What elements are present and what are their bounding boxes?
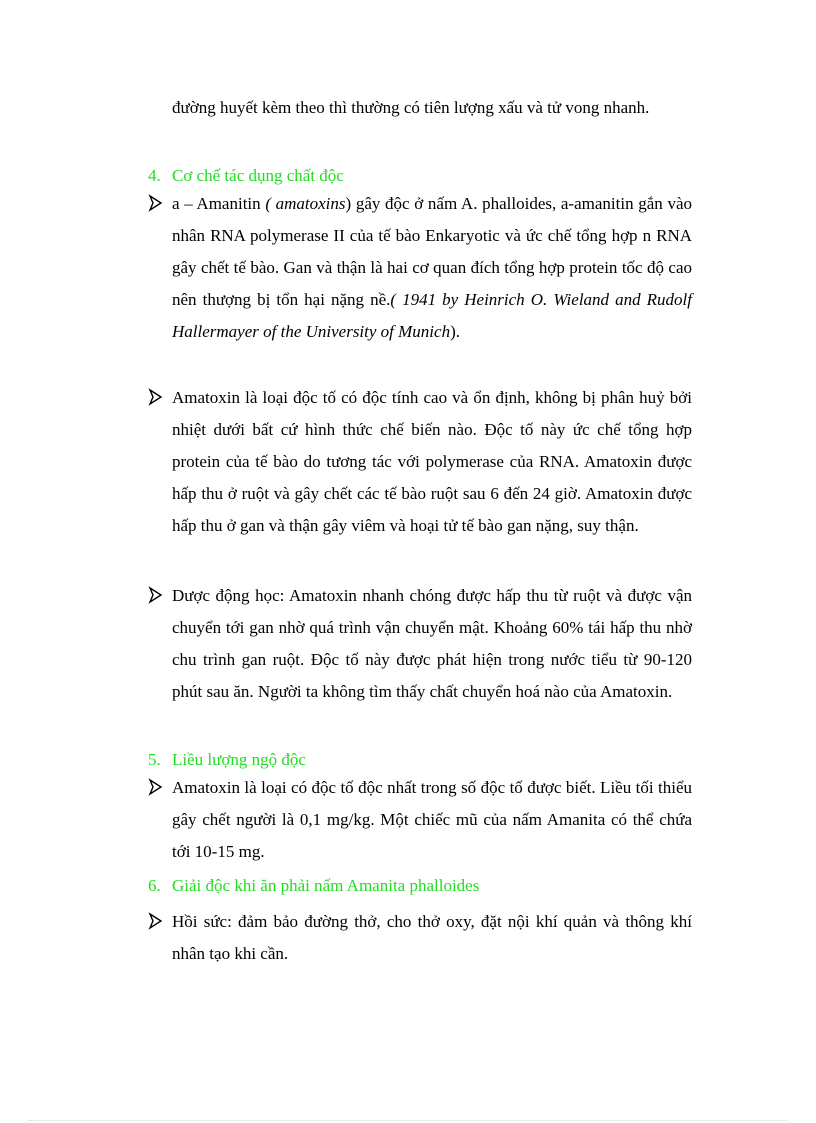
- arrow-bullet-icon: [148, 586, 164, 604]
- heading-number: 4.: [148, 166, 161, 185]
- text-run: ).: [450, 322, 460, 341]
- bullet-text: [172, 188, 692, 348]
- page-divider: [28, 1120, 788, 1122]
- bullet-text: Hồi sức: đảm bảo đường thở, cho thở oxy, đặt nội khí quản và thông khí nhân tạo khi cần.: [172, 912, 692, 963]
- bullet-text: Amatoxin là loại có độc tố độc nhất trong số độc tố được biết. Liều tối thiểu gây chết người là 0,1 mg/kg. Một chiếc mũ của nấm Amanita có thể chứa tới 10-15 mg.: [172, 778, 692, 861]
- italic-run: ( amatoxins: [265, 194, 346, 213]
- citation-italic: ( 1941 by Heinrich O. Wieland and Rudolf Hallermayer of the University of Munich: [172, 290, 692, 341]
- heading-title: Cơ chế tác dụng chất độc: [172, 166, 344, 185]
- arrow-bullet-icon: [148, 388, 164, 406]
- arrow-bullet-icon: [148, 194, 164, 212]
- bullet-item: [148, 382, 692, 542]
- heading-section-4: [148, 164, 344, 188]
- continuation-paragraph: đường huyết kèm theo thì thường có tiên lượng xấu và tử vong nhanh.: [172, 98, 650, 117]
- heading-title: Liều lượng ngộ độc: [172, 750, 306, 769]
- bullet-item: [148, 906, 692, 970]
- bullet-item: [148, 580, 692, 708]
- heading-title: Giải độc khi ăn phải nấm Amanita phalloides: [172, 876, 480, 895]
- text-run: a – Amanitin: [172, 194, 266, 213]
- heading-number: 6.: [148, 876, 161, 895]
- arrow-bullet-icon: [148, 778, 164, 796]
- bullet-item: [148, 772, 692, 868]
- bullet-item: [148, 188, 692, 348]
- arrow-bullet-icon: [148, 912, 164, 930]
- heading-section-6: [148, 874, 479, 898]
- heading-number: 5.: [148, 750, 161, 769]
- heading-section-5: [148, 748, 306, 772]
- bullet-text: Dược động học: Amatoxin nhanh chóng được hấp thu từ ruột và được vận chuyển tới gan nhờ quá trình vận chuyển mật. Khoảng 60% tái hấp thu nhờ chu trình gan ruột. Độc tố này được phát hiện trong nước tiểu từ 90-120 phút sau ăn. Người ta không tìm thấy chất chuyển hoá nào của Amatoxin.: [172, 586, 692, 701]
- bullet-text: Amatoxin là loại độc tố có độc tính cao và ổn định, không bị phân huỷ bởi nhiệt dưới bất cứ hình thức chế biến nào. Độc tố này ức chế tổng hợp protein của tế bào do tương tác với polymerase của RNA. Amatoxin được hấp thu ở ruột và gây chết các tế bào ruột sau 6 đến 24 giờ. Amatoxin được hấp thu ở gan và thận gây viêm và hoại tử tế bào gan nặng, suy thận.: [172, 388, 692, 535]
- text-run: ) gây độc ở nấm A. phalloides, a-amanitin gắn vào nhân RNA polymerase II của tế bào Enkaryotic và ức chế tổng hợp n RNA gây chết tế bào. Gan và thận là hai cơ quan đích tổng hợp protein tốc độ cao nên thượng bị tổn hại nặng nề.: [172, 194, 692, 309]
